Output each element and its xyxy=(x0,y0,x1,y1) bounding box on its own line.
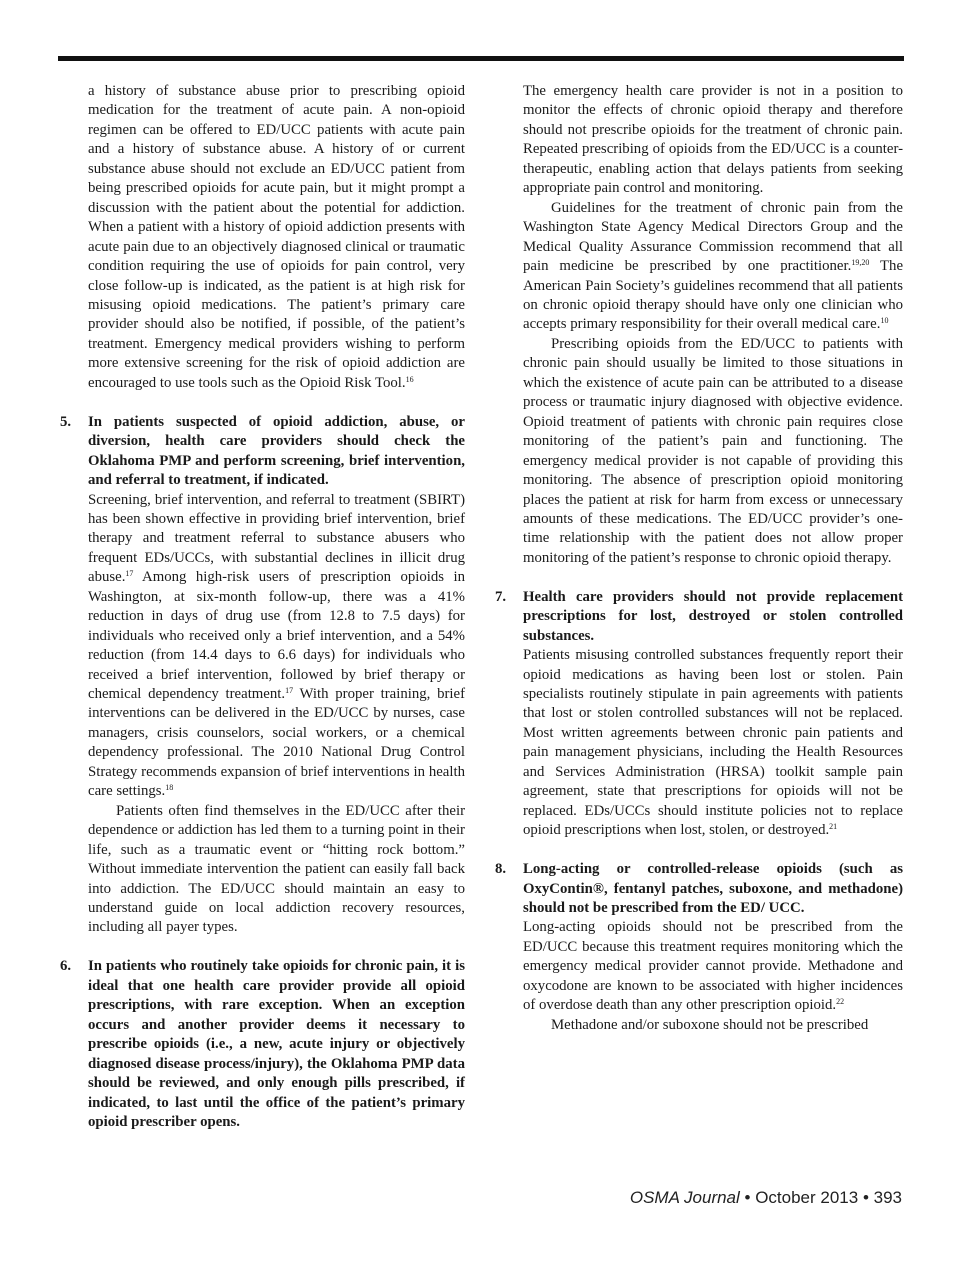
paragraph: Guidelines for the treatment of chronic pain from the Washington State Agency Medical Directors Group and the Medical Quality Assurance Commission recommend that all pain medicine be prescribed by one practitioner.$^{19,20}$ The American Pain Society’s guidelines recommend that all patients on chronic opioid therapy should have only one clinician who accepts primary responsibility for their overall medical care.$^{10}$ xyxy=(523,199,904,333)
item-number: 6. xyxy=(60,958,72,975)
recommendation-5 xyxy=(60,413,465,938)
item-heading: Long-acting or controlled-release opioids (such as OxyContin®, fentanyl patches, suboxone, and methadone) should not be prescribed from the ED/ UCC. xyxy=(523,861,903,916)
item-body: Methadone and/or suboxone should not be prescribed xyxy=(551,1016,869,1033)
item-body: Patients often find themselves in the ED/UCC after their dependence or addiction has led them to a turning point in their life, such as a traumatic event or “hitting rock bottom.” Without immediate intervention the patient can easily fall back into addiction. The ED/UCC should maintain an easy to understand guide on local addiction recovery resources, including all payer types. xyxy=(88,802,465,936)
paragraph: Prescribing opioids from the ED/UCC to patients with chronic pain should usually be limited to those situations in which the existence of acute pain can be attributed to a disease process or traumatic injury diagnosed with objective evidence. Opioid treatment of patients with chronic pain requires close monitoring of the patient’s pain and functioning. The emergency medical provider is not capable of providing this monitoring. The absence of prescription opioid monitoring places the patient at risk for harm from excess or unnecessary amounts of these medications. The ED/UCC provider’s one-time relationship with the patient does not allow proper monitoring of the patient’s response to chronic opioid therapy. xyxy=(523,335,903,566)
page-footer: OSMA Journal • October 2013 • 393 xyxy=(629,1188,902,1207)
item-number: 8. xyxy=(495,861,507,878)
header-rule xyxy=(58,56,904,61)
item-body: Screening, brief intervention, and referral to treatment (SBIRT) has been shown effective in providing brief intervention, brief therapy and treatment referral to substance abusers who frequent EDs/UCCs, with substantial declines in illicit drug abuse.$^{17}$ Among high-risk users of prescription opioids in Washington, at six-month follow-up, there was a 41% reduction in days of drug use (from 12.8 to 7.5 days) for individuals who received only a brief intervention, and a 54% reduction (from 14.4 days to 6.6 days) for individuals who received a brief intervention, followed by brief therapy or chemical dependency treatment.$^{17}$ With proper training, brief interventions can be delivered in the ED/UCC by nurses, case managers, crisis counselors, social workers, or a chemical dependency professional. The 2010 National Drug Control Strategy recommends expansion of brief interventions in health care settings.$^{18}$ xyxy=(88,491,466,800)
page-number: 393 xyxy=(873,1188,902,1207)
item-body: Patients misusing controlled substances frequently report their opioid medications as having been lost or stolen. Pain specialists routinely stipulate in pain agreements with patients that lost or stolen controlled substances will not be replaced. Most written agreements between chronic pain patients and pain management physicians, including the Health Resources and Services Administration (HRSA) toolkit sample pain agreement, state that prescriptions for opioids will not be replaced. EDs/UCCs should institute policies not to replace opioid prescriptions when lost, stolen, or destroyed.$^{21}$ xyxy=(523,647,903,839)
right-column xyxy=(495,82,903,1035)
item-number: 5. xyxy=(60,413,72,430)
left-column xyxy=(60,82,465,1132)
item-heading: Health care providers should not provide replacement prescriptions for lost, destroyed or stolen controlled substances. xyxy=(523,588,903,644)
recommendation-7 xyxy=(495,588,903,841)
recommendation-8 xyxy=(495,860,903,1035)
item-heading: In patients suspected of opioid addiction, abuse, or diversion, health care providers should check the Oklahoma PMP and perform screening, brief intervention, and referral to treatment, if indicated. xyxy=(88,413,465,489)
continued-paragraph: a history of substance abuse prior to prescribing opioid medication for the treatment of acute pain. A non-opioid regimen can be offered to ED/UCC patients with acute pain and a history of substance abuse. A history of or current substance abuse should not exclude an ED/UCC patient from being prescribed opioids for acute pain, but it might prompt a discussion with the patient about the potential for addiction. When a patient with a history of opioid addiction presents with acute pain due to an objectively diagnosed clinical or traumatic condition requiring the use of opioids for pain control, very close follow-up is indicated, as the patient is at high risk for misusing opioid medications. The patient’s primary care provider should also be notified, if possible, of the patient’s treatment. Emergency medical providers wishing to perform more extensive screening for the risk of opioid addiction are encouraged to use tools such as the Opioid Risk Tool.$^{16}$ xyxy=(88,83,465,391)
item-number: 7. xyxy=(495,588,507,605)
item-heading: In patients who routinely take opioids for chronic pain, it is ideal that one health care provider provide all opioid prescriptions, with rare exception. When an exception occurs and another provider deems it necessary to prescribe opioids (i.e., a new, acute injury or objectively diagnosed disease process/injury), the Oklahoma PMP data should be reviewed, and only enough pills prescribed, if indicated, to last until the office of the patient’s primary opioid prescriber opens. xyxy=(88,958,465,1130)
recommendation-6 xyxy=(60,957,465,1132)
journal-name: OSMA Journal xyxy=(629,1188,740,1207)
issue-date: October 2013 xyxy=(755,1188,859,1207)
item-body: Long-acting opioids should not be prescribed from the ED/UCC because this treatment requires monitoring which the emergency medical provider cannot provide. Methadone and oxycodone are known to be associated with higher incidences of overdose death than any other prescription opioid.$^{22}$ xyxy=(523,919,903,1014)
paragraph: The emergency health care provider is not in a position to monitor the effects of chronic opioid therapy and therefore should not prescribe opioids for the treatment of chronic pain. Repeated prescribing of opioids from the ED/UCC is a counter-therapeutic, enabling action that delays patients from seeking appropriate pain control and monitoring. xyxy=(523,83,903,197)
